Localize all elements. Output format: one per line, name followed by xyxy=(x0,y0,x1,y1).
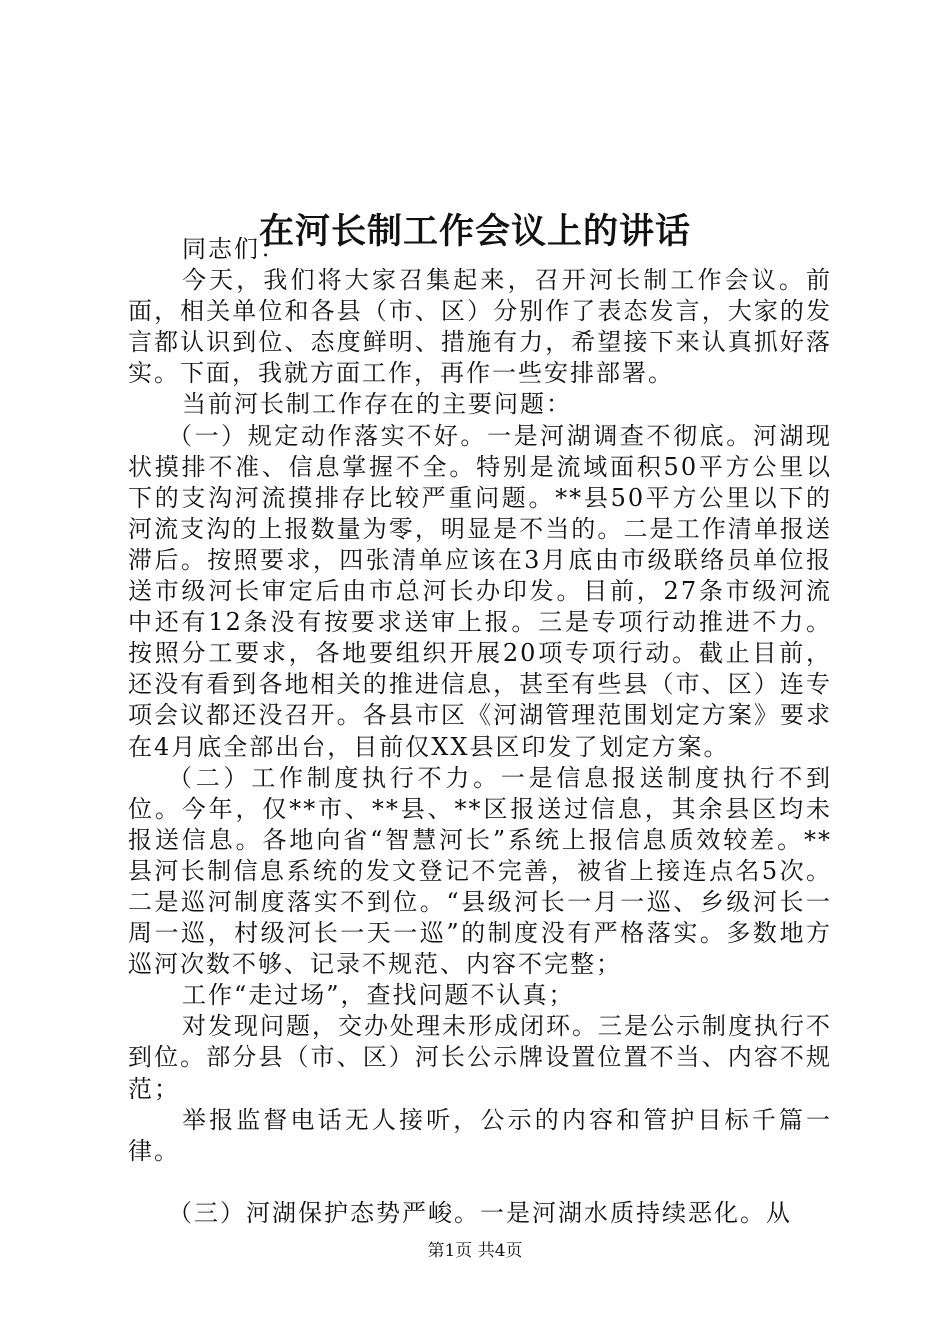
section-two-paragraph: （二）工作制度执行不力。一是信息报送制度执行不到位。今年，仅**市、**县、**区报送过信息，其余县区均未报送信息。各地向省“智慧河长”系统上报信息质效较差。**县河长制信息系统的发文登记不完善，被省上接连点名5次。二是巡河制度落实不到位。“县级河长一月一巡、乡级河长一周一巡，村级河长一天一巡”的制度没有严格落实。多数地方巡河次数不够、记录不规范、内容不完整； xyxy=(128,763,832,979)
intro-paragraph: 今天，我们将大家召集起来，召开河长制工作会议。前面，相关单位和各县（市、区）分别作了表态发言，大家的发言都认识到位、态度鲜明、措施有力，希望接下来认真抓好落实。下面，我就方面工作，再作一些安排部署。 xyxy=(128,266,832,388)
section-two-continuation-1: 工作“走过场”，查找问题不认真； xyxy=(182,981,575,1010)
section-two-continuation-2: 对发现问题，交办处理未形成闭环。三是公示制度执行不到位。部分县（市、区）河长公示牌设置位置不当、内容不规范； xyxy=(128,1012,832,1103)
section-three-paragraph: （三）河湖保护态势严峻。一是河湖水质持续恶化。从 xyxy=(168,1198,792,1227)
document-title: 在河长制工作会议上的讲话 xyxy=(258,211,691,253)
section-two-continuation-3: 举报监督电话无人接听，公示的内容和管护目标千篇一律。 xyxy=(128,1105,832,1165)
salutation-paragraph: 同志们： xyxy=(182,235,286,263)
main-problems-heading: 当前河长制工作存在的主要问题： xyxy=(182,390,572,419)
document-body xyxy=(128,234,832,1229)
section-one-paragraph: （一）规定动作落实不好。一是河湖调查不彻底。河湖现状摸排不准、信息掌握不全。特别是流域面积50平方公里以下的支沟河流摸排存比较严重问题。**县50平方公里以下的河流支沟的上报数量为零，明显是不当的。二是工作清单报送滞后。按照要求，四张清单应该在3月底由市级联络员单位报送市级河长审定后由市总河长办印发。目前，27条市级河流中还有12条没有按要求送审上报。三是专项行动推进不力。按照分工要求，各地要组织开展20项专项行动。截止目前，还没有看到各地相关的推进信息，甚至有些县（市、区）连专项会议都还没召开。各县市区《河湖管理范围划定方案》要求在4月底全部出台，目前仅XX县区印发了划定方案。 xyxy=(128,421,832,761)
page-number-footer: 第1页 共4页 xyxy=(427,1241,523,1261)
